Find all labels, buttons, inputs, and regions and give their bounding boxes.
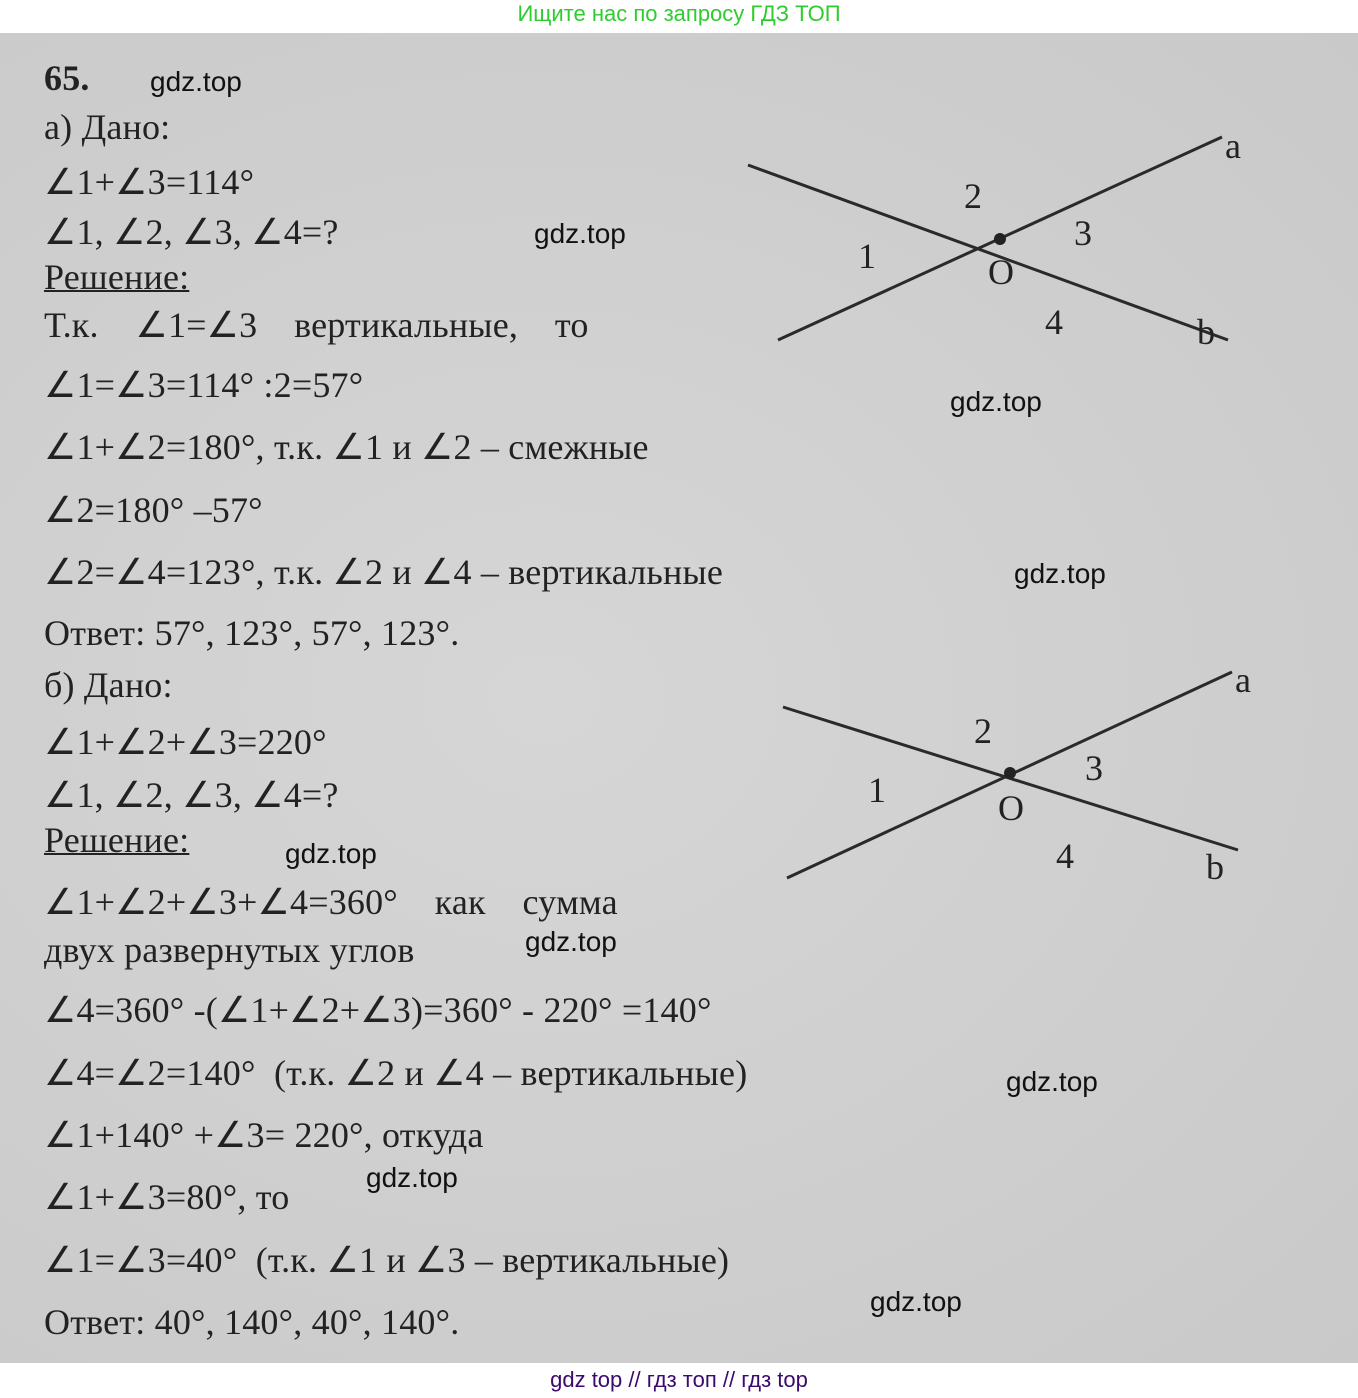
label-a: a [1235, 660, 1251, 700]
watermark: gdz.top [1006, 1066, 1098, 1097]
given-line: ∠1, ∠2, ∠3, ∠4=? [44, 775, 339, 815]
label-angle-1: 1 [858, 236, 876, 276]
solution-step: ∠4=∠2=140° (т.к. ∠2 и ∠4 – вертикальные) [44, 1053, 748, 1093]
label-angle-3: 3 [1085, 748, 1103, 788]
answer: Ответ: 57°, 123°, 57°, 123°. [44, 613, 460, 653]
label-b: b [1206, 847, 1224, 887]
watermark: gdz.top [534, 218, 626, 249]
diagram-a [748, 126, 1241, 352]
watermark: gdz.top [1014, 558, 1106, 589]
given-line: ∠1, ∠2, ∠3, ∠4=? [44, 212, 339, 252]
point-o [1004, 767, 1016, 779]
answer: Ответ: 40°, 140°, 40°, 140°. [44, 1302, 460, 1342]
top-banner[interactable]: Ищите нас по запросу ГДЗ ТОП [517, 1, 841, 26]
part-b-heading: б) Дано: [44, 665, 173, 705]
solution-step: ∠1=∠3=114° :2=57° [44, 365, 364, 405]
solution-label: Решение: [44, 257, 190, 297]
label-angle-4: 4 [1056, 836, 1074, 876]
label-angle-3: 3 [1074, 213, 1092, 253]
label-angle-2: 2 [964, 176, 982, 216]
solution-label: Решение: [44, 820, 190, 860]
label-a: a [1225, 126, 1241, 166]
label-angle-4: 4 [1045, 302, 1063, 342]
solution-step: ∠2=180° –57° [44, 490, 263, 530]
solution-step: ∠1+∠2+∠3+∠4=360° как сумма [44, 882, 618, 922]
solution-step: ∠2=∠4=123°, т.к. ∠2 и ∠4 – вертикальные [44, 552, 724, 592]
point-o [994, 233, 1006, 245]
label-o: O [998, 788, 1024, 828]
problem-number: 65. [44, 58, 90, 98]
label-angle-1: 1 [868, 770, 886, 810]
solution-step: ∠1+140° +∠3= 220°, откуда [44, 1115, 484, 1155]
label-o: O [988, 252, 1014, 292]
solution-step: двух развернутых углов [44, 930, 415, 970]
footer-links[interactable]: gdz top // гдз топ // гдз top [550, 1367, 808, 1392]
diagram-b [783, 660, 1251, 887]
label-b: b [1197, 312, 1215, 352]
watermark: gdz.top [366, 1162, 458, 1193]
label-angle-2: 2 [974, 711, 992, 751]
solution-step: ∠1+∠2=180°, т.к. ∠1 и ∠2 – смежные [44, 427, 649, 467]
watermark: gdz.top [950, 386, 1042, 417]
part-a-heading: а) Дано: [44, 107, 171, 147]
given-line: ∠1+∠2+∠3=220° [44, 722, 327, 762]
solution-step: ∠4=360° -(∠1+∠2+∠3)=360° - 220° =140° [44, 990, 712, 1030]
watermark: gdz.top [870, 1286, 962, 1317]
solution-step: ∠1+∠3=80°, то [44, 1177, 290, 1217]
watermark: gdz.top [525, 926, 617, 957]
watermark: gdz.top [150, 66, 242, 97]
solution-step: Т.к. ∠1=∠3 вертикальные, то [44, 305, 589, 345]
solution-step: ∠1=∠3=40° (т.к. ∠1 и ∠3 – вертикальные) [44, 1240, 730, 1280]
watermark: gdz.top [285, 838, 377, 869]
given-line: ∠1+∠3=114° [44, 162, 255, 202]
